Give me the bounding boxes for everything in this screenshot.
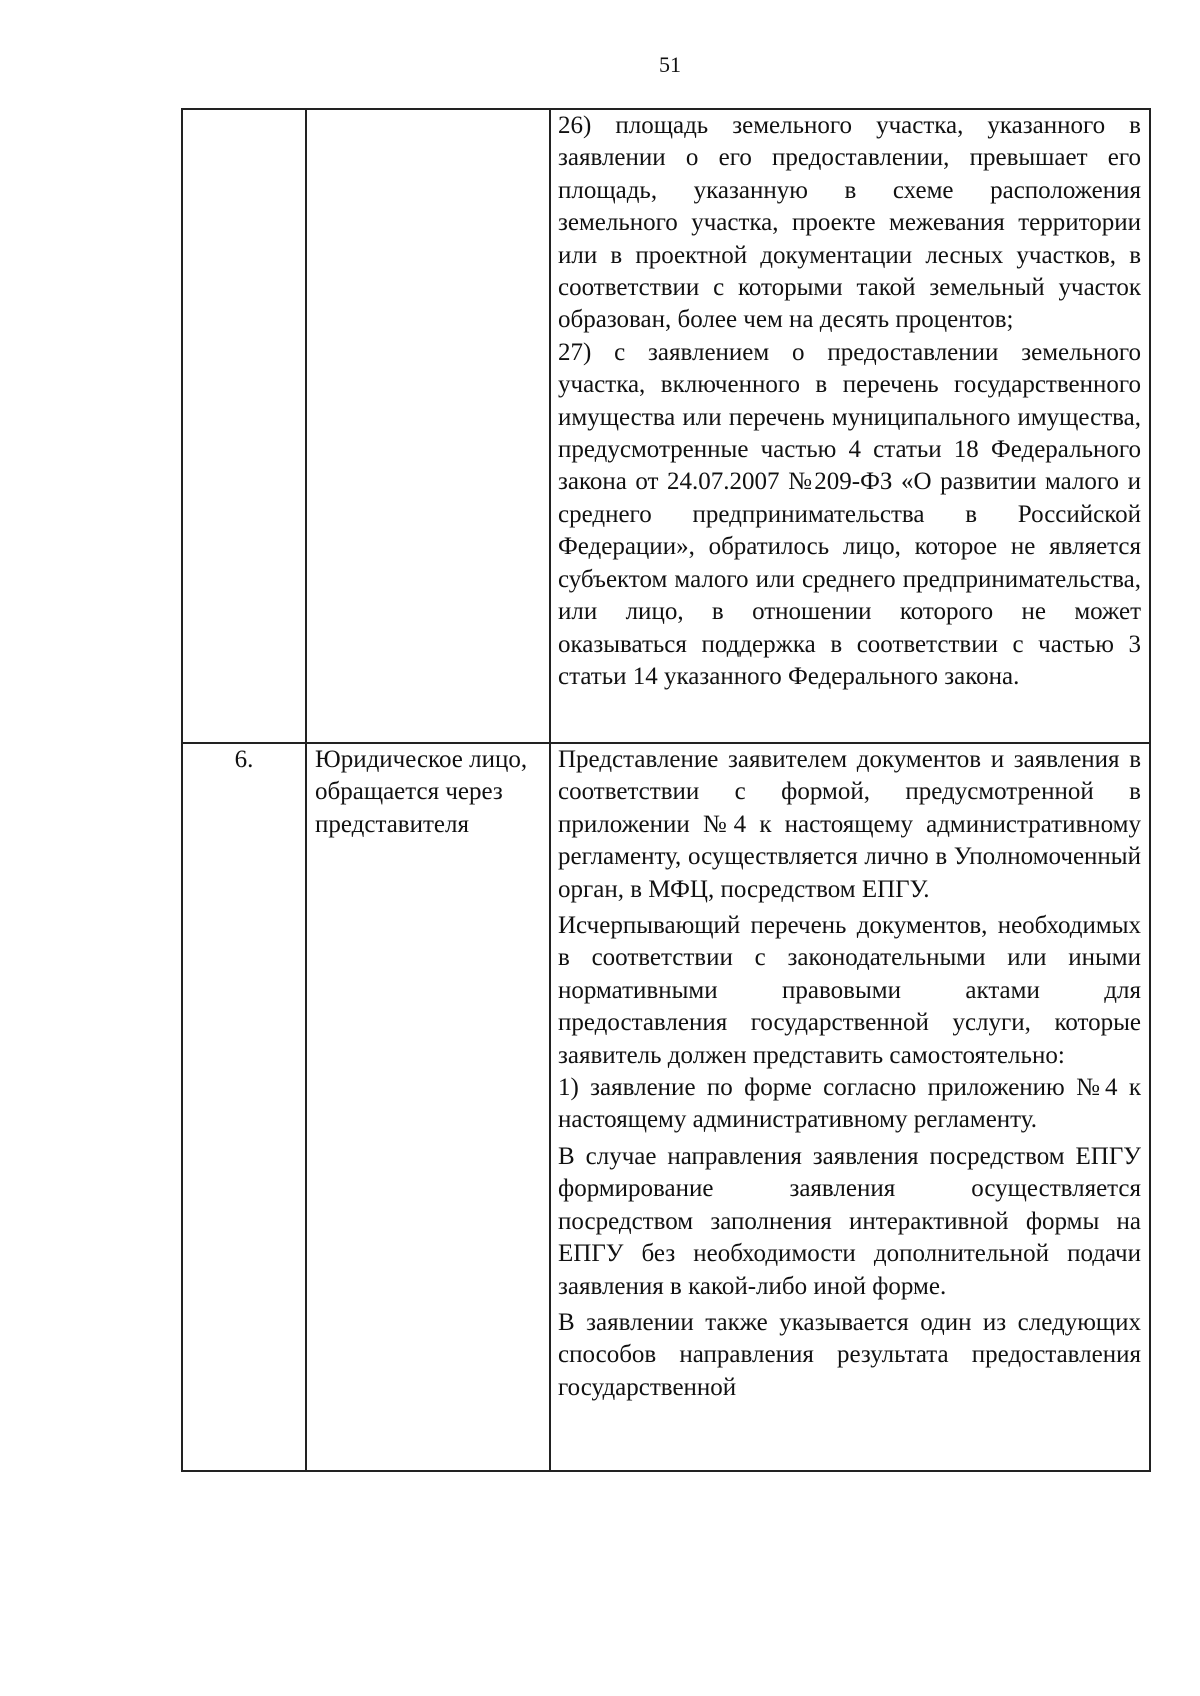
- paragraph: 26) площадь земельного участка, указанного в заявлении о его предоставлении, превышает его площадь, указанную в схеме расположения земельного участка, проекте межевания территории или в проектной документации лесных участков, в соответствии с которыми такой земельный участок образован, более чем на десять процентов;: [558, 112, 1141, 334]
- paragraph: Представление заявителем документов и заявления в соответствии с формой, предусмотренной в приложении №4 к настоящему административному регламенту, осуществляется лично в Уполномоченный орган, в МФЦ, посредством ЕПГУ.: [558, 746, 1141, 903]
- paragraph: 1) заявление по форме согласно приложению №4 к настоящему административному регламенту.: [558, 1074, 1141, 1134]
- row-number-cell: 6.: [182, 743, 306, 1471]
- paragraph: 27) с заявлением о предоставлении земельного участка, включенного в перечень государственного имущества или перечень муниципального имущества, предусмотренные частью 4 статьи 18 Федерального закона от 24.07.2007 №209-ФЗ «О развитии малого и среднего предпринимательства в Российской Федерации», обратилось лицо, которое не является субъектом малого или среднего предпринимательства, или лицо, в отношении которого не может оказываться поддержка в соответствии с частью 3 статьи 14 указанного Федерального закона.: [558, 338, 1141, 690]
- paragraph: В случае направления заявления посредством ЕПГУ формирование заявления осуществляется посредством заполнения интерактивной формы на ЕПГУ без необходимости дополнительной подачи заявления в какой-либо иной форме.: [558, 1142, 1141, 1300]
- regulation-table: [181, 108, 1151, 1472]
- applicant-category-cell: Юридическое лицо, обращается через представителя: [306, 743, 550, 1471]
- paragraph: В заявлении также указывается один из следующих способов направления результата предоставления государственной: [558, 1308, 1141, 1401]
- table-row: [182, 109, 1150, 743]
- page-number: 51: [659, 52, 681, 77]
- paragraph: Исчерпывающий перечень документов, необходимых в соответствии с законодательными или иными нормативными правовыми актами для предоставления государственной услуги, которые заявитель должен представить самостоятельно:: [558, 912, 1141, 1069]
- applicant-category-cell: [306, 109, 550, 743]
- row-number-cell: [182, 109, 306, 743]
- table-row: [182, 743, 1150, 1471]
- content-cell: [550, 743, 1150, 1471]
- content-cell: [550, 109, 1150, 743]
